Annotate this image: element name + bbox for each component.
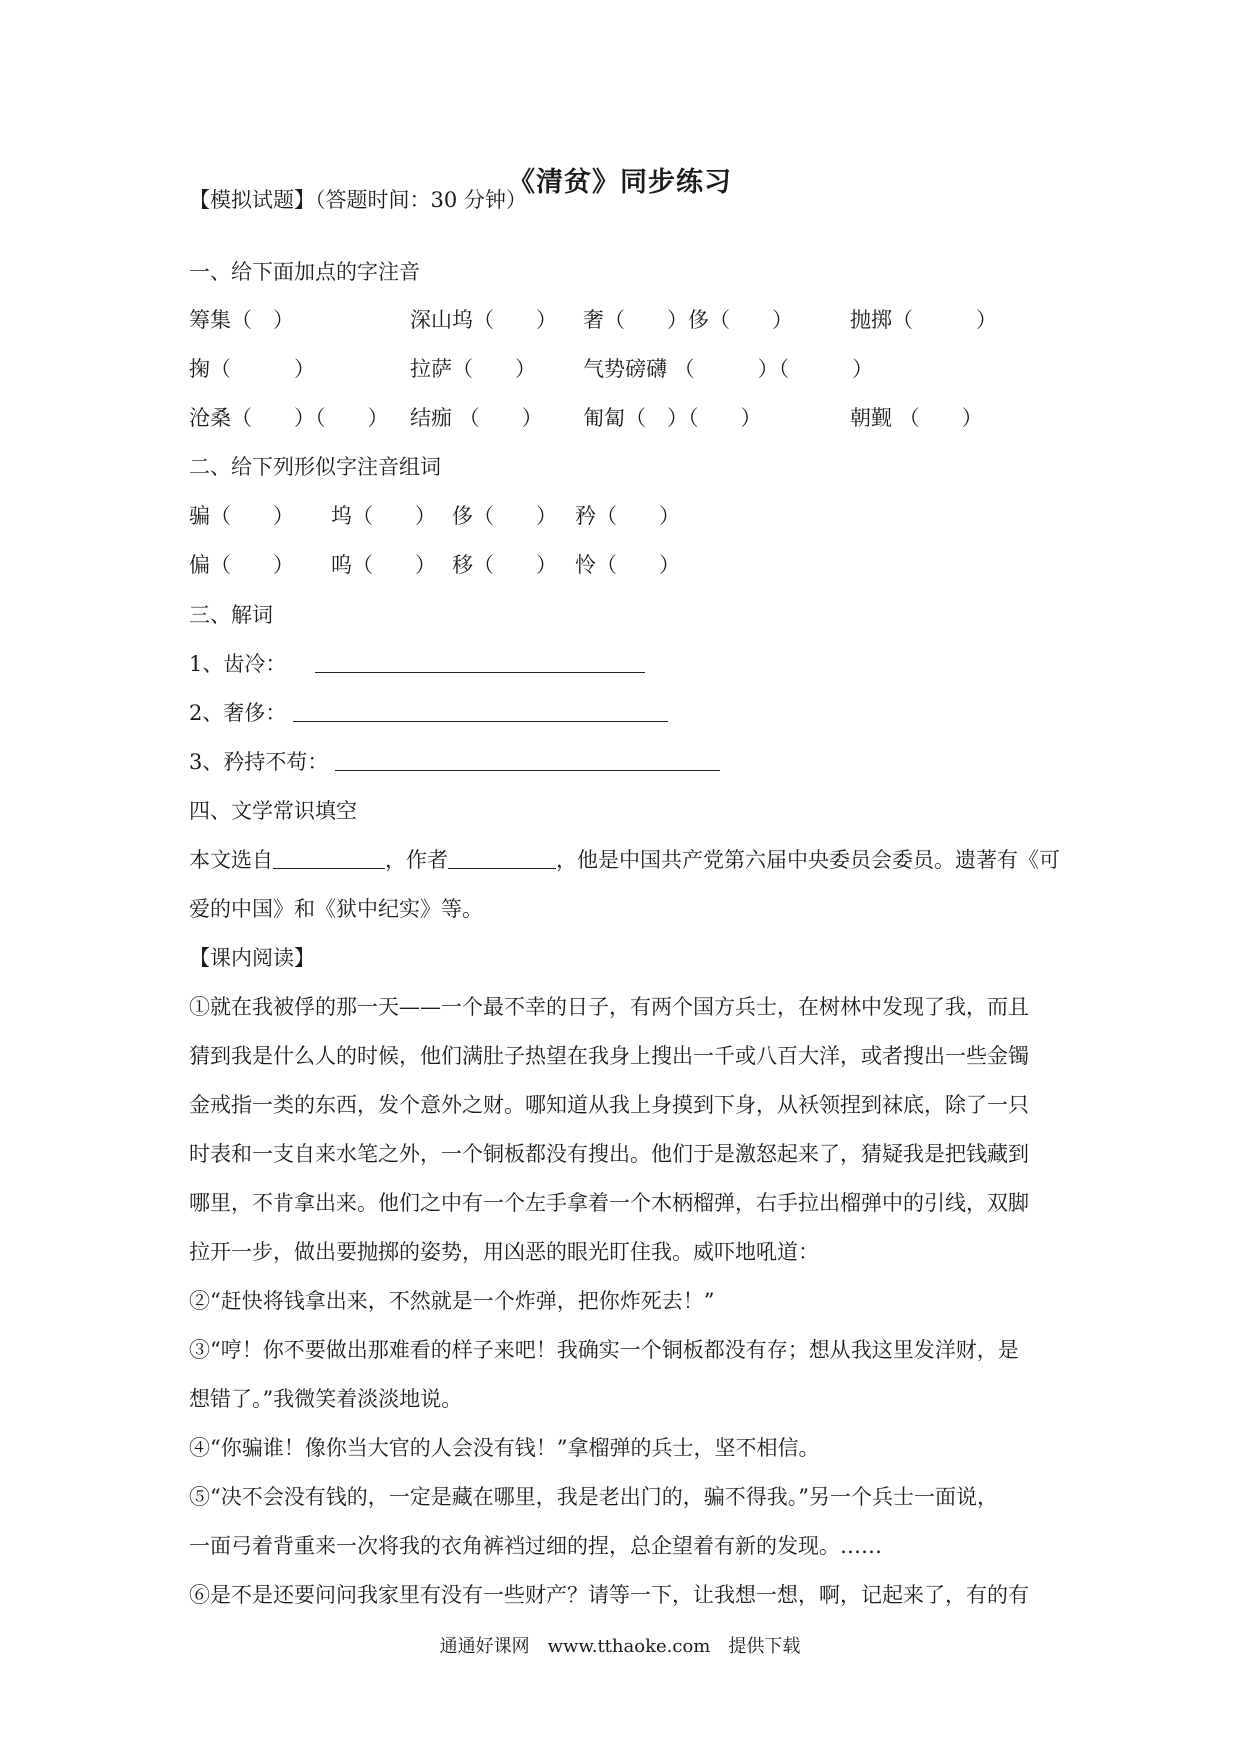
pinyin-item: 掬（ ） xyxy=(189,357,315,381)
answer-blank xyxy=(335,748,720,771)
pinyin-item: 抛掷（ ） xyxy=(850,308,997,332)
literature-text: 本文选自 xyxy=(189,848,273,872)
similar-char-item: 怜（ ） xyxy=(575,553,680,577)
reading-line: ①就在我被俘的那一天——一个最不幸的日子，有两个国方兵士，在树林中发现了我，而且 xyxy=(189,995,1029,1019)
pinyin-item: 奢（ ）侈（ ） xyxy=(583,308,793,332)
section-3-heading: 三、解词 xyxy=(189,603,273,627)
reading-line: 想错了。”我微笑着淡淡地说。 xyxy=(189,1387,463,1411)
reading-line: 时表和一支自来水笔之外，一个铜板都没有搜出。他们于是激怒起来了，猜疑我是把钱藏到 xyxy=(189,1142,1029,1166)
page-footer: 通通好课网 www.tthaoke.com 提供下载 xyxy=(439,1636,801,1657)
similar-char-item: 侈（ ） xyxy=(452,504,557,528)
section-1-heading: 一、给下面加点的字注音 xyxy=(189,260,420,284)
section-4-heading: 四、文学常识填空 xyxy=(189,799,357,823)
answer-blank xyxy=(315,650,645,673)
pinyin-item: 沧桑（ ）（ ） xyxy=(189,406,389,430)
vocab-item xyxy=(189,747,720,777)
similar-char-item: 坞（ ） xyxy=(331,504,436,528)
pinyin-item: 朝觐 （ ） xyxy=(850,406,983,430)
pinyin-item: 匍匐（ ）（ ） xyxy=(583,406,762,430)
reading-line: 一面弓着背重来一次将我的衣角裤裆过细的捏，总企望着有新的发现。…… xyxy=(189,1534,882,1558)
vocab-item xyxy=(189,649,645,679)
vocab-label: 1、齿冷： xyxy=(189,652,287,676)
reading-line: 猜到我是什么人的时候，他们满肚子热望在我身上搜出一千或八百大洋，或者搜出一些金镯 xyxy=(189,1044,1029,1068)
similar-char-item: 矜（ ） xyxy=(575,504,680,528)
literature-text: ，他是中国共产党第六届中央委员会委员。遗著有《可 xyxy=(556,848,1060,872)
similar-char-item: 骗（ ） xyxy=(189,504,294,528)
reading-line: 拉开一步，做出要抛掷的姿势，用凶恶的眼光盯住我。威吓地吼道： xyxy=(189,1240,819,1264)
answer-blank xyxy=(448,846,556,869)
reading-line: ②“赶快将钱拿出来，不然就是一个炸弹，把你炸死去！” xyxy=(189,1289,715,1313)
reading-line: ⑥是不是还要问问我家里有没有一些财产？请等一下，让我想一想，啊，记起来了，有的有 xyxy=(189,1583,1029,1607)
answer-blank xyxy=(273,846,385,869)
answer-blank xyxy=(293,699,668,722)
literature-question xyxy=(189,845,1060,875)
vocab-label: 2、奢侈： xyxy=(189,701,287,725)
pinyin-item: 气势磅礴 （ ）（ ） xyxy=(583,357,874,381)
exam-header: 【模拟试题】（答题时间：30 分钟） xyxy=(189,188,527,212)
reading-line: ⑤“决不会没有钱的，一定是藏在哪里，我是老出门的，骗不得我。”另一个兵士一面说， xyxy=(189,1485,998,1509)
literature-line-2: 爱的中国》和《狱中纪实》等。 xyxy=(189,897,483,921)
pinyin-item: 结痂 （ ） xyxy=(410,406,543,430)
pinyin-item: 深山坞（ ） xyxy=(410,308,557,332)
literature-text: ，作者 xyxy=(385,848,448,872)
vocab-item xyxy=(189,698,668,728)
reading-line: ③“哼！你不要做出那难看的样子来吧！我确实一个铜板都没有存；想从我这里发洋财，是 xyxy=(189,1338,1019,1362)
similar-char-item: 呜（ ） xyxy=(331,553,436,577)
reading-line: 金戒指一类的东西，发个意外之财。哪知道从我上身摸到下身，从袄领捏到袜底，除了一只 xyxy=(189,1093,1029,1117)
similar-char-item: 偏（ ） xyxy=(189,553,294,577)
section-2-heading: 二、给下列形似字注音组词 xyxy=(189,455,441,479)
vocab-label: 3、矜持不苟： xyxy=(189,750,329,774)
reading-heading: 【课内阅读】 xyxy=(189,946,315,970)
reading-line: 哪里，不肯拿出来。他们之中有一个左手拿着一个木柄榴弹，右手拉出榴弹中的引线，双脚 xyxy=(189,1191,1029,1215)
pinyin-item: 筹集（ ） xyxy=(189,308,294,332)
reading-line: ④“你骗谁！像你当大官的人会没有钱！”拿榴弹的兵士，坚不相信。 xyxy=(189,1436,820,1460)
pinyin-item: 拉萨（ ） xyxy=(410,357,536,381)
similar-char-item: 移（ ） xyxy=(452,553,557,577)
page-title: 《清贫》同步练习 xyxy=(508,167,732,198)
